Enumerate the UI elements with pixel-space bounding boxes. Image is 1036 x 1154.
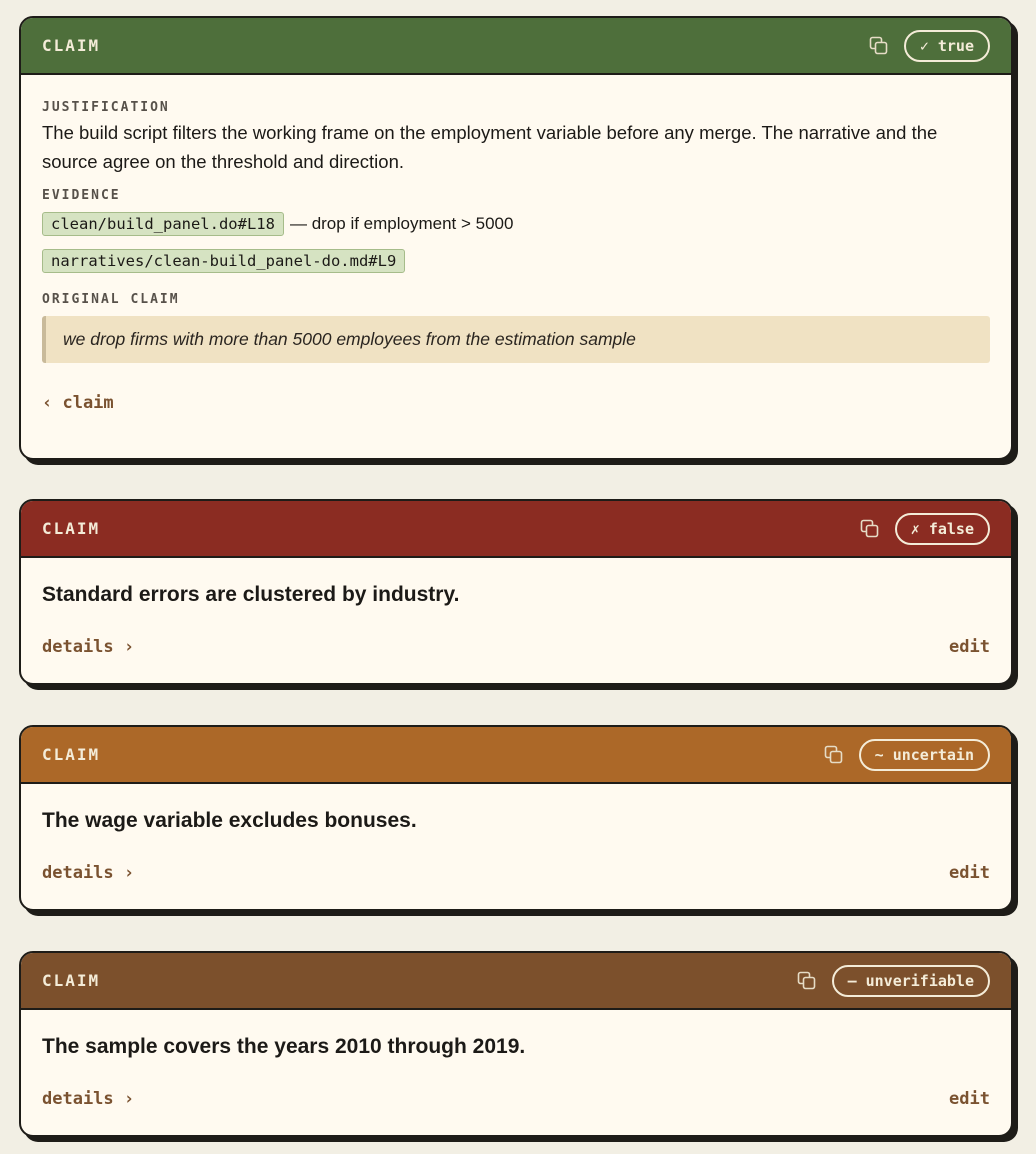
claim-card-false xyxy=(19,499,1013,685)
justification-label: JUSTIFICATION xyxy=(42,100,170,115)
claim-card-header xyxy=(21,501,1011,558)
verdict-badge-false[interactable]: ✗ false xyxy=(895,513,990,545)
claim-card-header xyxy=(21,953,1011,1010)
details-link[interactable]: details › xyxy=(42,637,135,657)
copy-icon[interactable] xyxy=(796,970,818,992)
claim-card-true xyxy=(19,16,1013,460)
copy-icon[interactable] xyxy=(868,35,890,57)
edit-link[interactable]: edit xyxy=(949,637,990,657)
evidence-item xyxy=(42,212,990,236)
original-claim-quote: we drop firms with more than 5000 employees from the estimation sample xyxy=(42,316,990,363)
claim-header-label: CLAIM xyxy=(42,36,101,55)
claim-card-footer xyxy=(42,863,990,883)
evidence-ref-link[interactable]: clean/build_panel.do#L18 xyxy=(42,212,284,236)
edit-link[interactable]: edit xyxy=(949,863,990,883)
verdict-badge-unverifiable[interactable]: — unverifiable xyxy=(832,965,990,997)
evidence-note: — drop if employment > 5000 xyxy=(289,214,514,233)
claim-header-label: CLAIM xyxy=(42,519,101,538)
claim-card-body xyxy=(21,583,1011,657)
evidence-label: EVIDENCE xyxy=(42,188,121,203)
claim-text: Standard errors are clustered by industry. xyxy=(42,583,460,606)
claim-card-uncertain xyxy=(19,725,1013,911)
verdict-badge-true[interactable]: ✓ true xyxy=(904,30,990,62)
claim-text: The wage variable excludes bonuses. xyxy=(42,809,417,832)
details-link[interactable]: details › xyxy=(42,863,135,883)
claim-header-label: CLAIM xyxy=(42,971,101,990)
copy-icon[interactable] xyxy=(823,744,845,766)
claim-card-unverifiable xyxy=(19,951,1013,1137)
claim-card-footer xyxy=(42,637,990,657)
details-link[interactable]: details › xyxy=(42,1089,135,1109)
collapse-claim-link[interactable]: ‹ claim xyxy=(42,393,114,413)
evidence-ref-link[interactable]: narratives/clean-build_panel-do.md#L9 xyxy=(42,249,405,273)
claim-card-footer xyxy=(42,1089,990,1109)
claim-card-body xyxy=(21,1035,1011,1109)
claim-card-header xyxy=(21,18,1011,75)
justification-text: The build script filters the working frame on the employment variable before any merge. The narrative and the source agree on the threshold and direction. xyxy=(42,122,938,172)
verdict-badge-uncertain[interactable]: ~ uncertain xyxy=(859,739,990,771)
edit-link[interactable]: edit xyxy=(949,1089,990,1109)
claim-header-label: CLAIM xyxy=(42,745,101,764)
copy-icon[interactable] xyxy=(859,518,881,540)
evidence-item xyxy=(42,249,990,273)
original-claim-label: ORIGINAL CLAIM xyxy=(42,292,180,307)
claim-card-header xyxy=(21,727,1011,784)
claim-card-body xyxy=(21,809,1011,883)
claim-card-body xyxy=(21,100,1011,413)
claim-text: The sample covers the years 2010 through 2019. xyxy=(42,1035,526,1058)
